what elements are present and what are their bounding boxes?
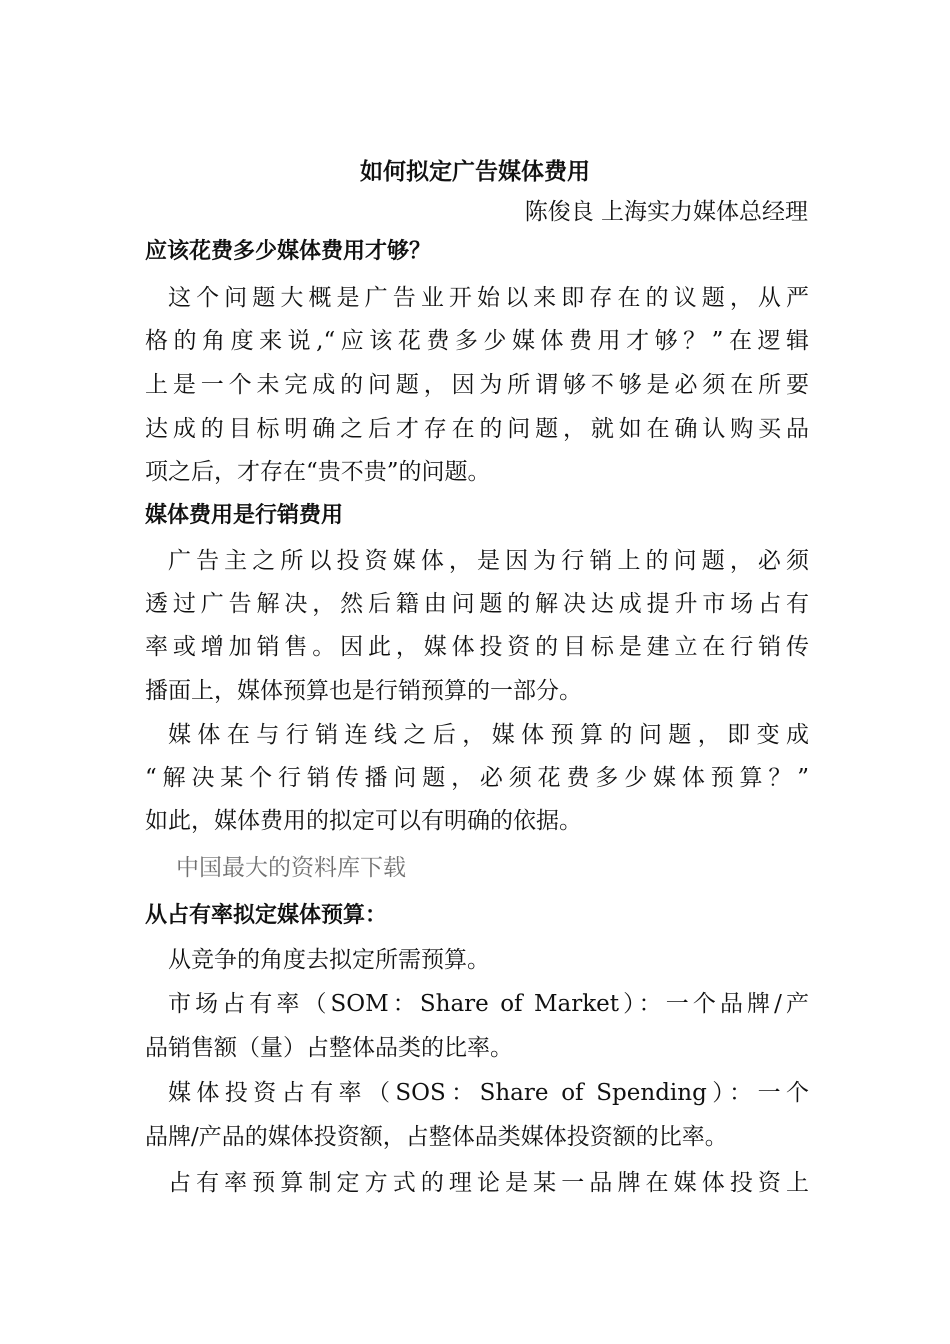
paragraph-line: 市场占有率（SOM：Share of Market）：一个品牌/产 bbox=[168, 991, 809, 1017]
paragraph-line: 如此，媒体费用的拟定可以有明确的依据。 bbox=[145, 808, 582, 834]
paragraph-line: 格的角度来说,“应该花费多少媒体费用才够？”在逻辑 bbox=[145, 328, 809, 354]
section-heading-share-budget: 从占有率拟定媒体预算： bbox=[145, 903, 388, 928]
paragraph-line: 品牌/产品的媒体投资额，占整体品类媒体投资额的比率。 bbox=[145, 1124, 728, 1150]
paragraph-line: 品销售额（量）占整体品类的比率。 bbox=[145, 1035, 513, 1061]
paragraph-line: 播面上，媒体预算也是行销预算的一部分。 bbox=[145, 678, 582, 704]
section-heading-budget-question: 应该花费多少媒体费用才够？ bbox=[145, 239, 432, 264]
paragraph-line: 达成的目标明确之后才存在的问题，就如在确认购买品 bbox=[145, 416, 809, 442]
watermark-text: 中国最大的资料库下载 bbox=[176, 855, 406, 881]
paragraph-line: 占有率预算制定方式的理论是某一品牌在媒体投资上 bbox=[168, 1170, 809, 1196]
paragraph-line: 媒体在与行销连线之后，媒体预算的问题，即变成 bbox=[168, 722, 809, 748]
paragraph-line: 这个问题大概是广告业开始以来即存在的议题，从严 bbox=[168, 285, 809, 311]
paragraph-line: 率或增加销售。因此，媒体投资的目标是建立在行销传 bbox=[145, 634, 809, 660]
section-heading-marketing-cost: 媒体费用是行销费用 bbox=[145, 503, 344, 528]
author-line: 陈俊良 上海实力媒体总经理 bbox=[524, 199, 808, 225]
paragraph-line: 媒体投资占有率（SOS：Share of Spending）：一个 bbox=[168, 1080, 809, 1106]
paragraph-line: 从竞争的角度去拟定所需预算。 bbox=[168, 947, 490, 973]
paragraph-line: 透过广告解决，然后籍由问题的解决达成提升市场占有 bbox=[145, 591, 809, 617]
paragraph-line: 项之后，才存在“贵不贵”的问题。 bbox=[145, 459, 491, 485]
paragraph-line: 上是一个未完成的问题，因为所谓够不够是必须在所要 bbox=[145, 372, 809, 398]
document-title: 如何拟定广告媒体费用 bbox=[360, 159, 590, 185]
paragraph-line: “解决某个行销传播问题，必须花费多少媒体预算？” bbox=[145, 765, 809, 791]
paragraph-line: 广告主之所以投资媒体，是因为行销上的问题，必须 bbox=[168, 548, 809, 574]
